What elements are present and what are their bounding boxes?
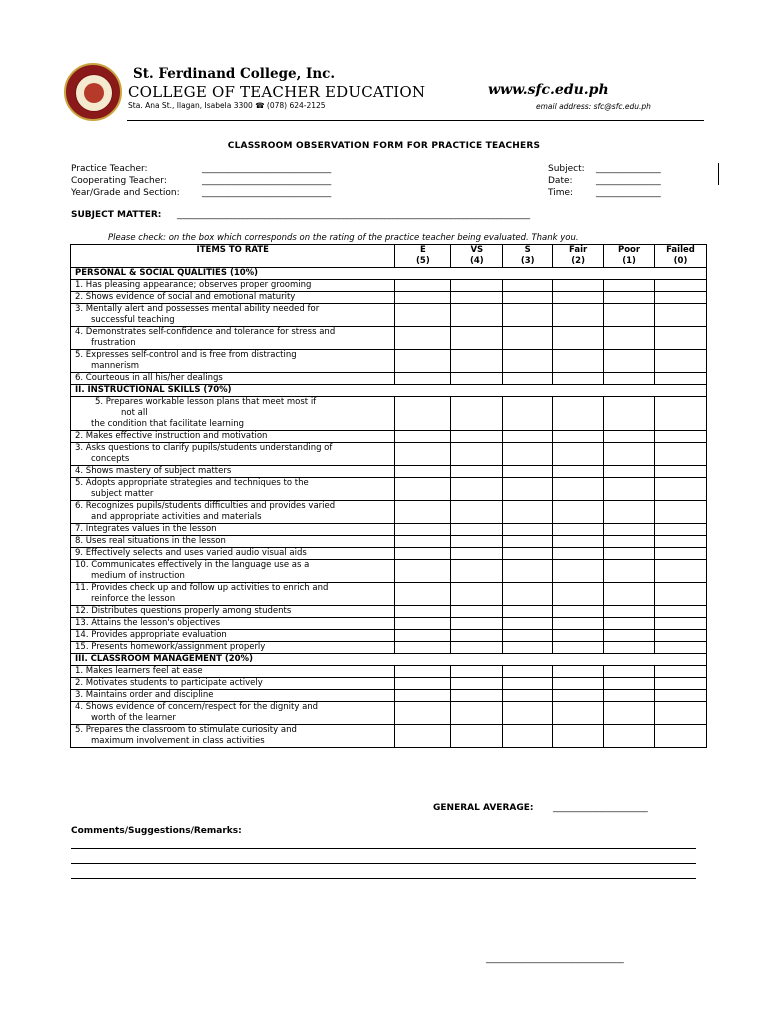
rating-checkbox-cell[interactable] xyxy=(503,690,553,702)
rating-header-poor: Poor (1) xyxy=(604,245,655,268)
rating-checkbox-cell[interactable] xyxy=(451,478,503,501)
rating-checkbox-cell[interactable] xyxy=(553,304,604,327)
rating-checkbox-cell[interactable] xyxy=(553,642,604,654)
rating-item-text: 13. Attains the lesson's objectives xyxy=(75,618,221,628)
table-row xyxy=(71,666,707,678)
rating-checkbox-cell[interactable] xyxy=(655,431,707,443)
rating-checkbox-cell[interactable] xyxy=(553,678,604,690)
rating-item xyxy=(71,292,395,304)
rating-checkbox-cell[interactable] xyxy=(655,560,707,583)
rating-item-text: worth of the learner xyxy=(91,713,176,723)
table-row xyxy=(71,397,707,431)
rating-item xyxy=(71,618,395,630)
rating-checkbox-cell[interactable] xyxy=(503,292,553,304)
rating-checkbox-cell[interactable] xyxy=(395,725,451,748)
rating-checkbox-cell[interactable] xyxy=(395,478,451,501)
rating-checkbox-cell[interactable] xyxy=(451,443,503,466)
rating-checkbox-cell[interactable] xyxy=(604,666,655,678)
rating-checkbox-cell[interactable] xyxy=(655,618,707,630)
rating-checkbox-cell[interactable] xyxy=(604,304,655,327)
rating-checkbox-cell[interactable] xyxy=(395,443,451,466)
rating-item-text: maximum involvement in class activities xyxy=(91,736,265,746)
table-row xyxy=(71,501,707,524)
rating-item-text: frustration xyxy=(91,338,136,348)
rating-checkbox-cell[interactable] xyxy=(604,702,655,725)
rating-item xyxy=(71,478,395,501)
rating-checkbox-cell[interactable] xyxy=(604,536,655,548)
rating-item xyxy=(71,666,395,678)
rating-checkbox-cell[interactable] xyxy=(553,560,604,583)
rating-checkbox-cell[interactable] xyxy=(503,280,553,292)
rating-checkbox-cell[interactable] xyxy=(655,292,707,304)
rating-item-text: 3. Mentally alert and possesses mental ability needed for xyxy=(75,304,320,314)
rating-checkbox-cell[interactable] xyxy=(604,373,655,385)
rating-checkbox-cell[interactable] xyxy=(451,466,503,478)
rating-checkbox-cell[interactable] xyxy=(503,524,553,536)
rating-checkbox-cell[interactable] xyxy=(503,536,553,548)
rating-item xyxy=(71,443,395,466)
rating-item xyxy=(71,702,395,725)
rating-checkbox-cell[interactable] xyxy=(655,280,707,292)
rating-checkbox-cell[interactable] xyxy=(655,478,707,501)
rating-checkbox-cell[interactable] xyxy=(655,536,707,548)
practice-teacher-field[interactable]: ______________________________ xyxy=(202,164,332,174)
rating-checkbox-cell[interactable] xyxy=(553,630,604,642)
rating-checkbox-cell[interactable] xyxy=(451,327,503,350)
table-row xyxy=(71,292,707,304)
section-heading: PERSONAL & SOCIAL QUALITIES (10%) xyxy=(71,268,707,280)
rating-checkbox-cell[interactable] xyxy=(503,466,553,478)
rating-checkbox-cell[interactable] xyxy=(451,373,503,385)
rating-checkbox-cell[interactable] xyxy=(604,292,655,304)
table-row xyxy=(71,678,707,690)
rating-checkbox-cell[interactable] xyxy=(655,702,707,725)
rating-checkbox-cell[interactable] xyxy=(655,466,707,478)
rating-checkbox-cell[interactable] xyxy=(451,642,503,654)
rating-checkbox-cell[interactable] xyxy=(395,280,451,292)
rating-checkbox-cell[interactable] xyxy=(451,618,503,630)
rating-checkbox-cell[interactable] xyxy=(503,583,553,606)
rating-checkbox-cell[interactable] xyxy=(604,280,655,292)
rating-item xyxy=(71,536,395,548)
year-grade-section-field[interactable]: ______________________________ xyxy=(202,188,332,198)
year-grade-section-label: Year/Grade and Section: xyxy=(71,188,180,198)
time-field[interactable]: _______________ xyxy=(596,188,661,198)
table-row xyxy=(71,642,707,654)
rating-item xyxy=(71,397,395,431)
subject-field[interactable]: _______________ xyxy=(596,164,661,174)
rating-table xyxy=(70,244,707,748)
rating-checkbox-cell[interactable] xyxy=(395,524,451,536)
rating-item-text: 1. Makes learners feel at ease xyxy=(75,666,203,676)
rating-checkbox-cell[interactable] xyxy=(604,690,655,702)
rating-item-text: 1. Has pleasing appearance; observes proper grooming xyxy=(75,280,312,290)
rating-checkbox-cell[interactable] xyxy=(451,702,503,725)
rating-checkbox-cell[interactable] xyxy=(604,548,655,560)
table-row xyxy=(71,431,707,443)
rating-item xyxy=(71,304,395,327)
general-average-label: GENERAL AVERAGE: xyxy=(433,803,534,813)
rating-checkbox-cell[interactable] xyxy=(553,548,604,560)
table-row xyxy=(71,548,707,560)
rating-checkbox-cell[interactable] xyxy=(451,350,503,373)
rating-checkbox-cell[interactable] xyxy=(604,524,655,536)
rating-checkbox-cell[interactable] xyxy=(655,397,707,431)
rating-checkbox-cell[interactable] xyxy=(553,536,604,548)
comment-line[interactable] xyxy=(71,863,696,864)
rating-checkbox-cell[interactable] xyxy=(503,501,553,524)
rating-item-text: 9. Effectively selects and uses varied audio visual aids xyxy=(75,548,307,558)
time-label: Time: xyxy=(548,188,574,198)
rating-checkbox-cell[interactable] xyxy=(604,443,655,466)
rating-checkbox-cell[interactable] xyxy=(395,350,451,373)
rating-item xyxy=(71,350,395,373)
rating-item xyxy=(71,560,395,583)
table-row xyxy=(71,478,707,501)
rating-checkbox-cell[interactable] xyxy=(604,478,655,501)
rating-item-text: 4. Demonstrates self-confidence and tolerance for stress and xyxy=(75,327,336,337)
rating-checkbox-cell[interactable] xyxy=(503,666,553,678)
rating-checkbox-cell[interactable] xyxy=(553,725,604,748)
rating-item-text: 5. Prepares workable lesson plans that meet most if xyxy=(95,397,317,407)
rating-item-text: concepts xyxy=(91,454,130,464)
college-seal-logo xyxy=(64,63,122,121)
table-row xyxy=(71,583,707,606)
rating-checkbox-cell[interactable] xyxy=(503,397,553,431)
rating-checkbox-cell[interactable] xyxy=(553,666,604,678)
rating-item xyxy=(71,466,395,478)
rating-checkbox-cell[interactable] xyxy=(503,478,553,501)
table-row xyxy=(71,702,707,725)
practice-teacher-label: Practice Teacher: xyxy=(71,164,148,174)
rating-checkbox-cell[interactable] xyxy=(604,327,655,350)
rating-checkbox-cell[interactable] xyxy=(395,304,451,327)
rating-checkbox-cell[interactable] xyxy=(503,304,553,327)
rating-header-e: E (5) xyxy=(395,245,451,268)
table-row xyxy=(71,350,707,373)
rating-item-text: medium of instruction xyxy=(91,571,185,581)
table-row xyxy=(71,536,707,548)
rating-checkbox-cell[interactable] xyxy=(395,666,451,678)
rating-checkbox-cell[interactable] xyxy=(655,666,707,678)
rating-checkbox-cell[interactable] xyxy=(655,443,707,466)
rating-checkbox-cell[interactable] xyxy=(395,560,451,583)
rating-checkbox-cell[interactable] xyxy=(604,501,655,524)
rating-item xyxy=(71,280,395,292)
rating-checkbox-cell[interactable] xyxy=(553,606,604,618)
rating-checkbox-cell[interactable] xyxy=(395,618,451,630)
rating-checkbox-cell[interactable] xyxy=(451,690,503,702)
table-row xyxy=(71,327,707,350)
rating-checkbox-cell[interactable] xyxy=(553,618,604,630)
rating-item-text: 2. Motivates students to participate actively xyxy=(75,678,263,688)
rating-header-vs: VS (4) xyxy=(451,245,503,268)
rating-checkbox-cell[interactable] xyxy=(553,702,604,725)
table-row xyxy=(71,373,707,385)
rating-checkbox-cell[interactable] xyxy=(395,292,451,304)
rating-item-text: 14. Provides appropriate evaluation xyxy=(75,630,227,640)
rating-checkbox-cell[interactable] xyxy=(503,548,553,560)
items-to-rate-header: ITEMS TO RATE xyxy=(71,245,395,268)
rating-checkbox-cell[interactable] xyxy=(503,630,553,642)
rating-checkbox-cell[interactable] xyxy=(553,501,604,524)
rating-checkbox-cell[interactable] xyxy=(604,431,655,443)
rating-checkbox-cell[interactable] xyxy=(451,292,503,304)
rating-instruction: Please check: on the box which corresponds on the rating of the practice teacher being evaluated. Thank you. xyxy=(108,233,579,243)
rating-checkbox-cell[interactable] xyxy=(451,501,503,524)
rating-checkbox-cell[interactable] xyxy=(655,678,707,690)
rating-item-text: 3. Maintains order and discipline xyxy=(75,690,214,700)
telephone-icon: ☎ xyxy=(255,101,265,110)
section-row xyxy=(71,654,707,666)
rating-checkbox-cell[interactable] xyxy=(655,725,707,748)
rating-item-text: the condition that facilitate learning xyxy=(91,419,245,429)
website-link[interactable]: www.sfc.edu.ph xyxy=(488,82,609,98)
rating-checkbox-cell[interactable] xyxy=(395,431,451,443)
rating-checkbox-cell[interactable] xyxy=(553,397,604,431)
comment-line[interactable] xyxy=(71,878,696,879)
rating-checkbox-cell[interactable] xyxy=(395,630,451,642)
rating-item xyxy=(71,606,395,618)
rating-checkbox-cell[interactable] xyxy=(503,725,553,748)
rating-checkbox-cell[interactable] xyxy=(451,666,503,678)
college-name: St. Ferdinand College, Inc. xyxy=(133,66,336,82)
rating-checkbox-cell[interactable] xyxy=(604,642,655,654)
rating-checkbox-cell[interactable] xyxy=(604,583,655,606)
rating-checkbox-cell[interactable] xyxy=(503,702,553,725)
rating-checkbox-cell[interactable] xyxy=(655,524,707,536)
table-row xyxy=(71,304,707,327)
rating-item-text: reinforce the lesson xyxy=(91,594,176,604)
rating-checkbox-cell[interactable] xyxy=(395,548,451,560)
subject-matter-field[interactable]: _____________________________________________________________________________________ xyxy=(177,210,530,220)
rating-checkbox-cell[interactable] xyxy=(395,397,451,431)
rating-checkbox-cell[interactable] xyxy=(655,606,707,618)
rating-header-s: S (3) xyxy=(503,245,553,268)
rating-checkbox-cell[interactable] xyxy=(503,560,553,583)
rating-checkbox-cell[interactable] xyxy=(395,690,451,702)
table-row xyxy=(71,466,707,478)
rating-checkbox-cell[interactable] xyxy=(553,478,604,501)
rating-checkbox-cell[interactable] xyxy=(604,466,655,478)
rating-checkbox-cell[interactable] xyxy=(553,280,604,292)
rating-checkbox-cell[interactable] xyxy=(553,524,604,536)
rating-checkbox-cell[interactable] xyxy=(395,642,451,654)
rating-checkbox-cell[interactable] xyxy=(553,443,604,466)
rating-checkbox-cell[interactable] xyxy=(655,327,707,350)
comments-label: Comments/Suggestions/Remarks: xyxy=(71,826,242,836)
rating-item-text: and appropriate activities and materials xyxy=(91,512,262,522)
rating-item xyxy=(71,431,395,443)
rating-checkbox-cell[interactable] xyxy=(553,583,604,606)
rating-checkbox-cell[interactable] xyxy=(451,524,503,536)
table-row xyxy=(71,690,707,702)
rating-checkbox-cell[interactable] xyxy=(553,292,604,304)
rating-checkbox-cell[interactable] xyxy=(451,397,503,431)
rating-checkbox-cell[interactable] xyxy=(553,350,604,373)
rating-item-text: 3. Asks questions to clarify pupils/students understanding of xyxy=(75,443,333,453)
subject-matter-label: SUBJECT MATTER: xyxy=(71,210,162,220)
college-address: Sta. Ana St., Ilagan, Isabela 3300 ☎ (078) 624-2125 xyxy=(128,101,326,110)
date-field[interactable]: _______________ xyxy=(596,176,661,186)
rating-checkbox-cell[interactable] xyxy=(655,690,707,702)
rating-item-text: 10. Communicates effectively in the language use as a xyxy=(75,560,310,570)
rating-item-text: 5. Expresses self-control and is free from distracting xyxy=(75,350,297,360)
rating-checkbox-cell[interactable] xyxy=(604,678,655,690)
table-row xyxy=(71,443,707,466)
rating-checkbox-cell[interactable] xyxy=(553,431,604,443)
rating-checkbox-cell[interactable] xyxy=(503,350,553,373)
rating-item xyxy=(71,642,395,654)
rating-checkbox-cell[interactable] xyxy=(655,583,707,606)
rating-checkbox-cell[interactable] xyxy=(655,373,707,385)
rating-checkbox-cell[interactable] xyxy=(503,431,553,443)
rating-checkbox-cell[interactable] xyxy=(395,583,451,606)
rating-checkbox-cell[interactable] xyxy=(604,606,655,618)
rating-checkbox-cell[interactable] xyxy=(655,304,707,327)
table-row xyxy=(71,560,707,583)
section-row xyxy=(71,385,707,397)
text-cursor xyxy=(718,163,719,185)
rating-item-text: 7. Integrates values in the lesson xyxy=(75,524,217,534)
signature-field[interactable]: ________________________________ xyxy=(486,954,624,964)
rating-item-text: 12. Distributes questions properly among students xyxy=(75,606,292,616)
header-divider xyxy=(127,120,704,121)
rating-item-text: 15. Presents homework/assignment properly xyxy=(75,642,266,652)
rating-checkbox-cell[interactable] xyxy=(395,501,451,524)
table-row xyxy=(71,725,707,748)
rating-checkbox-cell[interactable] xyxy=(503,443,553,466)
department-name: COLLEGE OF TEACHER EDUCATION xyxy=(128,83,426,101)
rating-item-text: 5. Prepares the classroom to stimulate curiosity and xyxy=(75,725,297,735)
cooperating-teacher-label: Cooperating Teacher: xyxy=(71,176,167,186)
rating-item xyxy=(71,524,395,536)
rating-checkbox-cell[interactable] xyxy=(655,642,707,654)
rating-checkbox-cell[interactable] xyxy=(604,560,655,583)
rating-item xyxy=(71,548,395,560)
rating-checkbox-cell[interactable] xyxy=(451,583,503,606)
subject-label: Subject: xyxy=(548,164,585,174)
email-address[interactable]: email address: sfc@sfc.edu.ph xyxy=(536,102,651,111)
rating-header-fair: Fair (2) xyxy=(553,245,604,268)
rating-checkbox-cell[interactable] xyxy=(451,548,503,560)
rating-checkbox-cell[interactable] xyxy=(553,466,604,478)
rating-checkbox-cell[interactable] xyxy=(395,702,451,725)
rating-checkbox-cell[interactable] xyxy=(503,618,553,630)
rating-item xyxy=(71,630,395,642)
section-heading: II. INSTRUCTIONAL SKILLS (70%) xyxy=(71,385,707,397)
cooperating-teacher-field[interactable]: ______________________________ xyxy=(202,176,332,186)
rating-checkbox-cell[interactable] xyxy=(604,725,655,748)
rating-item-text: 8. Uses real situations in the lesson xyxy=(75,536,226,546)
rating-checkbox-cell[interactable] xyxy=(451,536,503,548)
form-title: CLASSROOM OBSERVATION FORM FOR PRACTICE TEACHERS xyxy=(227,141,541,151)
rating-item-text: 11. Provides check up and follow up activities to enrich and xyxy=(75,583,329,593)
rating-checkbox-cell[interactable] xyxy=(655,501,707,524)
rating-checkbox-cell[interactable] xyxy=(503,327,553,350)
rating-checkbox-cell[interactable] xyxy=(395,678,451,690)
table-row xyxy=(71,630,707,642)
rating-checkbox-cell[interactable] xyxy=(451,630,503,642)
rating-checkbox-cell[interactable] xyxy=(655,630,707,642)
rating-checkbox-cell[interactable] xyxy=(395,536,451,548)
rating-item-text: 2. Makes effective instruction and motivation xyxy=(75,431,268,441)
rating-item xyxy=(71,725,395,748)
rating-checkbox-cell[interactable] xyxy=(395,327,451,350)
rating-item xyxy=(71,690,395,702)
rating-checkbox-cell[interactable] xyxy=(604,618,655,630)
rating-item xyxy=(71,327,395,350)
rating-checkbox-cell[interactable] xyxy=(451,304,503,327)
rating-header-failed: Failed (0) xyxy=(655,245,707,268)
section-heading: III. CLASSROOM MANAGEMENT (20%) xyxy=(71,654,707,666)
rating-checkbox-cell[interactable] xyxy=(451,725,503,748)
table-row xyxy=(71,524,707,536)
rating-item-text: 2. Shows evidence of social and emotional maturity xyxy=(75,292,296,302)
table-row xyxy=(71,606,707,618)
rating-checkbox-cell[interactable] xyxy=(395,466,451,478)
rating-item-text: 4. Shows evidence of concern/respect for the dignity and xyxy=(75,702,319,712)
rating-item xyxy=(71,501,395,524)
rating-checkbox-cell[interactable] xyxy=(655,350,707,373)
rating-checkbox-cell[interactable] xyxy=(604,350,655,373)
rating-checkbox-cell[interactable] xyxy=(451,280,503,292)
rating-checkbox-cell[interactable] xyxy=(395,606,451,618)
rating-checkbox-cell[interactable] xyxy=(503,373,553,385)
rating-item-text: 5. Adopts appropriate strategies and techniques to the xyxy=(75,478,309,488)
comment-line[interactable] xyxy=(71,848,696,849)
rating-item-text: 6. Courteous in all his/her dealings xyxy=(75,373,223,383)
rating-checkbox-cell[interactable] xyxy=(655,548,707,560)
rating-checkbox-cell[interactable] xyxy=(503,642,553,654)
rating-item xyxy=(71,678,395,690)
rating-checkbox-cell[interactable] xyxy=(503,606,553,618)
general-average-field[interactable]: ______________________ xyxy=(553,803,648,813)
section-row xyxy=(71,268,707,280)
rating-checkbox-cell[interactable] xyxy=(604,397,655,431)
table-row xyxy=(71,280,707,292)
rating-checkbox-cell[interactable] xyxy=(395,373,451,385)
rating-checkbox-cell[interactable] xyxy=(451,560,503,583)
rating-checkbox-cell[interactable] xyxy=(451,606,503,618)
rating-item xyxy=(71,373,395,385)
rating-checkbox-cell[interactable] xyxy=(503,678,553,690)
rating-checkbox-cell[interactable] xyxy=(553,690,604,702)
rating-checkbox-cell[interactable] xyxy=(604,630,655,642)
rating-item-text: mannerism xyxy=(91,361,140,371)
rating-item-text: 6. Recognizes pupils/students difficulties and provides varied xyxy=(75,501,336,511)
rating-checkbox-cell[interactable] xyxy=(553,327,604,350)
rating-item-text: subject matter xyxy=(91,489,154,499)
rating-checkbox-cell[interactable] xyxy=(451,678,503,690)
rating-item-text: not all xyxy=(121,408,148,418)
rating-item-text: successful teaching xyxy=(91,315,175,325)
rating-checkbox-cell[interactable] xyxy=(553,373,604,385)
table-row xyxy=(71,618,707,630)
rating-item-text: 4. Shows mastery of subject matters xyxy=(75,466,232,476)
date-label: Date: xyxy=(548,176,573,186)
rating-checkbox-cell[interactable] xyxy=(451,431,503,443)
rating-item xyxy=(71,583,395,606)
